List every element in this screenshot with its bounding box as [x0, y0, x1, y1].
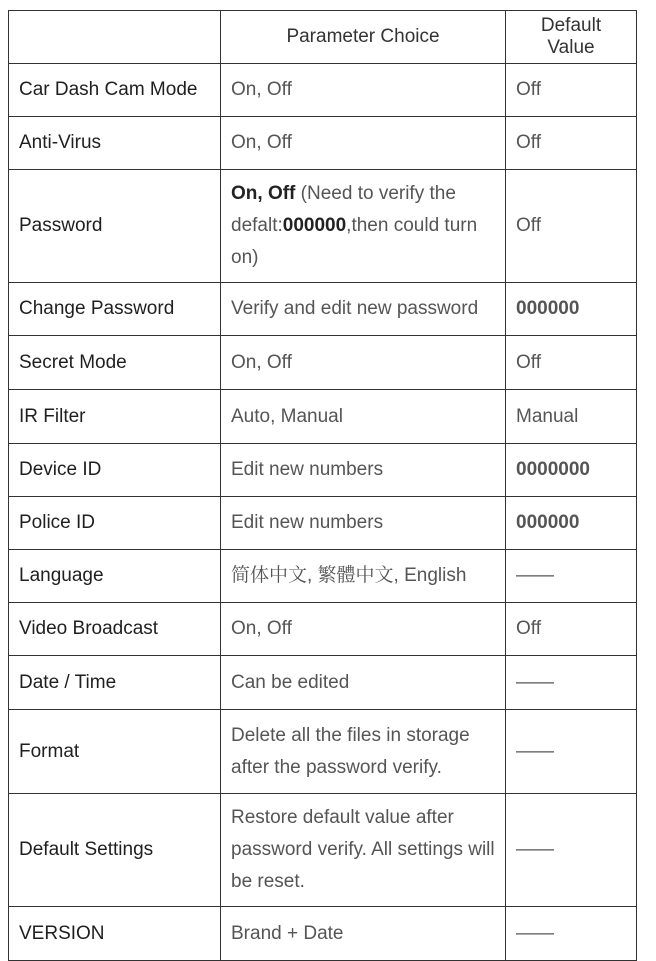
row-choice: Edit new numbers — [221, 497, 506, 550]
table-row — [9, 117, 637, 170]
row-choice: On, Off — [221, 336, 506, 390]
table-row — [9, 656, 637, 710]
row-choice: Verify and edit new password — [221, 283, 506, 336]
choice-bold-default: 000000 — [282, 215, 347, 236]
row-default: —— — [506, 710, 637, 794]
row-param: Secret Mode — [9, 336, 221, 390]
row-default: —— — [506, 907, 637, 961]
choice-note-end: ,then could turn on) — [231, 215, 478, 268]
row-choice: On, Off — [221, 64, 506, 117]
table-row — [9, 497, 637, 550]
row-choice: 简体中文, 繁體中文, English — [221, 550, 506, 603]
row-choice: Brand + Date — [221, 907, 506, 961]
row-param: Anti-Virus — [9, 117, 221, 170]
row-param: Police ID — [9, 497, 221, 550]
row-default: 000000 — [506, 497, 637, 550]
row-default: Off — [506, 170, 637, 283]
row-param: Car Dash Cam Mode — [9, 64, 221, 117]
row-default: Off — [506, 336, 637, 390]
table-row — [9, 710, 637, 794]
header-param — [9, 11, 221, 64]
header-choice: Parameter Choice — [221, 11, 506, 64]
table-row — [9, 390, 637, 444]
row-default: Off — [506, 603, 637, 656]
row-choice — [221, 170, 506, 283]
table-row — [9, 603, 637, 656]
table-row — [9, 336, 637, 390]
row-param: Device ID — [9, 444, 221, 497]
header-default: Default Value — [506, 11, 637, 64]
row-param: Date / Time — [9, 656, 221, 710]
choice-note: (Need to verify the defalt: — [231, 183, 456, 236]
table-row — [9, 794, 637, 907]
row-choice: Delete all the files in storage after the password verify. — [221, 710, 506, 794]
row-default: Off — [506, 117, 637, 170]
row-default: —— — [506, 550, 637, 603]
row-default: Off — [506, 64, 637, 117]
table-row — [9, 283, 637, 336]
table-row — [9, 550, 637, 603]
row-param: Password — [9, 170, 221, 283]
row-choice: Restore default value after password verify. All settings will be reset. — [221, 794, 506, 907]
row-default: 000000 — [506, 283, 637, 336]
table-row — [9, 907, 637, 961]
settings-table — [8, 10, 637, 961]
choice-bold-options: On, Off — [231, 183, 296, 204]
row-default: —— — [506, 656, 637, 710]
row-default: 0000000 — [506, 444, 637, 497]
row-choice: On, Off — [221, 603, 506, 656]
row-param: Video Broadcast — [9, 603, 221, 656]
row-param: Default Settings — [9, 794, 221, 907]
row-default: Manual — [506, 390, 637, 444]
table-row — [9, 170, 637, 283]
row-param: IR Filter — [9, 390, 221, 444]
table-header-row — [9, 11, 637, 64]
row-param: Language — [9, 550, 221, 603]
row-choice: Edit new numbers — [221, 444, 506, 497]
row-param: VERSION — [9, 907, 221, 961]
row-choice: On, Off — [221, 117, 506, 170]
table-row — [9, 64, 637, 117]
row-default: —— — [506, 794, 637, 907]
row-choice: Can be edited — [221, 656, 506, 710]
row-choice: Auto, Manual — [221, 390, 506, 444]
row-param: Format — [9, 710, 221, 794]
table-row — [9, 444, 637, 497]
row-param: Change Password — [9, 283, 221, 336]
